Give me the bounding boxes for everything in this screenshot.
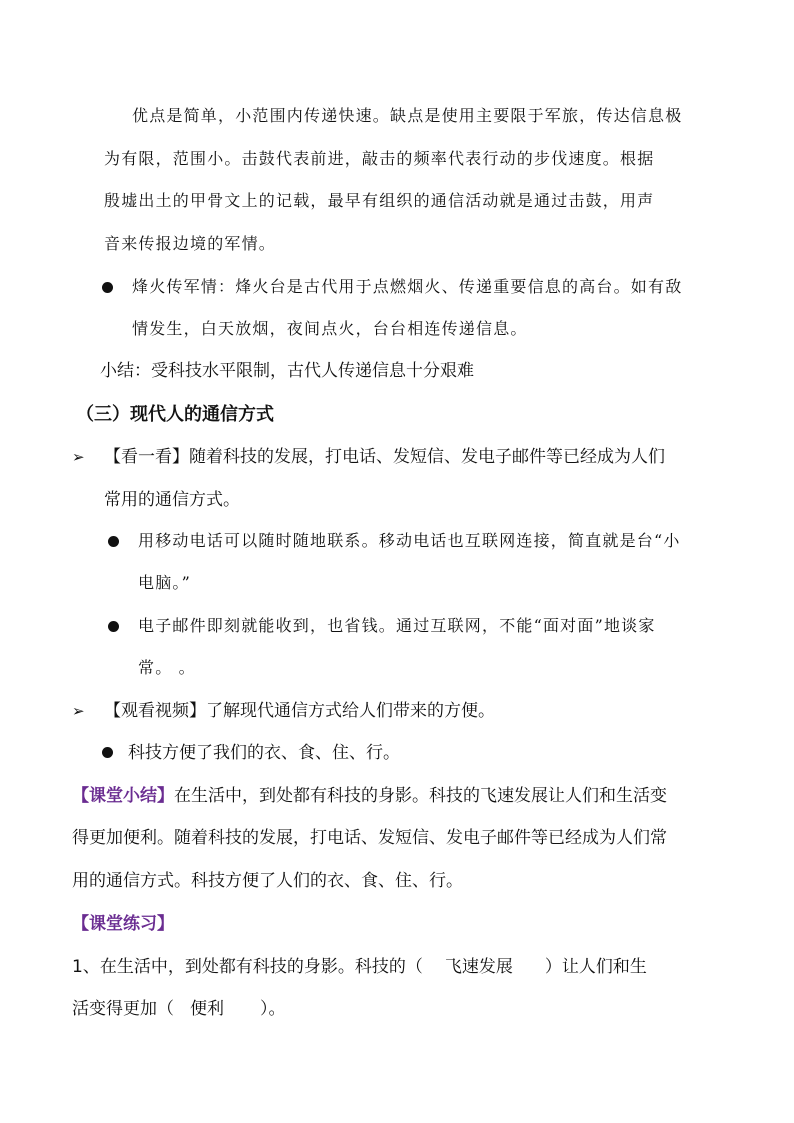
bullet-icon — [108, 536, 119, 547]
drum-paragraph-line-1: 优点是简单，小范围内传递快速。缺点是使用主要限于军旅，传达信息极 — [132, 106, 683, 125]
practice-label: 【课堂练习】 — [72, 914, 174, 934]
convenience-line: 科技方便了我们的衣、食、住、行。 — [128, 743, 400, 763]
section-heading: （三）现代人的通信方式 — [76, 404, 274, 425]
email-item-line-1: 电子邮件即刻就能收到，也省钱。通过互联网，不能“面对面”地谈家 — [138, 616, 656, 635]
arrow-bullet-icon: ➢ — [72, 448, 85, 466]
class-summary-line-2: 得更加便利。随着科技的发展，打电话、发短信、发电子邮件等已经成为人们常 — [72, 828, 667, 848]
bullet-icon — [108, 621, 119, 632]
class-summary-line-1 — [72, 784, 667, 808]
class-summary-label: 【课堂小结】 — [72, 786, 174, 806]
email-item-line-2: 常。 。 — [138, 658, 196, 677]
question-text: ）让人们和生 — [544, 957, 647, 977]
drum-paragraph-line-4: 音来传报边境的军情。 — [104, 234, 277, 253]
drum-paragraph-line-2: 为有限，范围小。击鼓代表前进，敲击的频率代表行动的步伐速度。根据 — [104, 149, 655, 168]
question-text: 1、在生活中，到处都有科技的身影。科技的（ — [72, 957, 423, 977]
question-text: 活变得更加（ — [72, 999, 174, 1019]
beacon-item-line-1: 烽火传军情：烽火台是古代用于点燃烟火、传递重要信息的高台。如有敌 — [132, 277, 683, 296]
look-line-1: 【看一看】随着科技的发展，打电话、发短信、发电子邮件等已经成为人们 — [104, 447, 665, 467]
practice-question-line-2 — [72, 997, 286, 1021]
bullet-icon — [102, 747, 113, 758]
practice-question-line-1 — [72, 955, 647, 979]
bullet-icon — [102, 282, 113, 293]
class-summary-line-3: 用的通信方式。科技方便了人们的衣、食、住、行。 — [72, 871, 463, 891]
arrow-bullet-icon: ➢ — [72, 702, 85, 720]
drum-paragraph-line-3: 殷墟出土的甲骨文上的记载，最早有组织的通信活动就是通过击鼓，用声 — [104, 191, 655, 210]
answer-blank-1: 飞速发展 — [444, 957, 513, 977]
mobile-item-line-2: 电脑。” — [138, 573, 191, 592]
mobile-item-line-1: 用移动电话可以随时随地联系。移动电话也互联网连接，简直就是台“小 — [138, 531, 681, 550]
beacon-item-line-2: 情发生，白天放烟，夜间点火，台台相连传递信息。 — [132, 319, 528, 338]
look-line-2: 常用的通信方式。 — [104, 490, 240, 510]
ancient-summary: 小结：受科技水平限制，古代人传递信息十分艰难 — [100, 361, 474, 381]
answer-blank-2: 便利 — [190, 999, 224, 1019]
class-summary-text: 在生活中，到处都有科技的身影。科技的飞速发展让人们和生活变 — [174, 786, 667, 806]
question-text: ）。 — [260, 999, 286, 1019]
video-line: 【观看视频】了解现代通信方式给人们带来的方便。 — [104, 701, 495, 721]
